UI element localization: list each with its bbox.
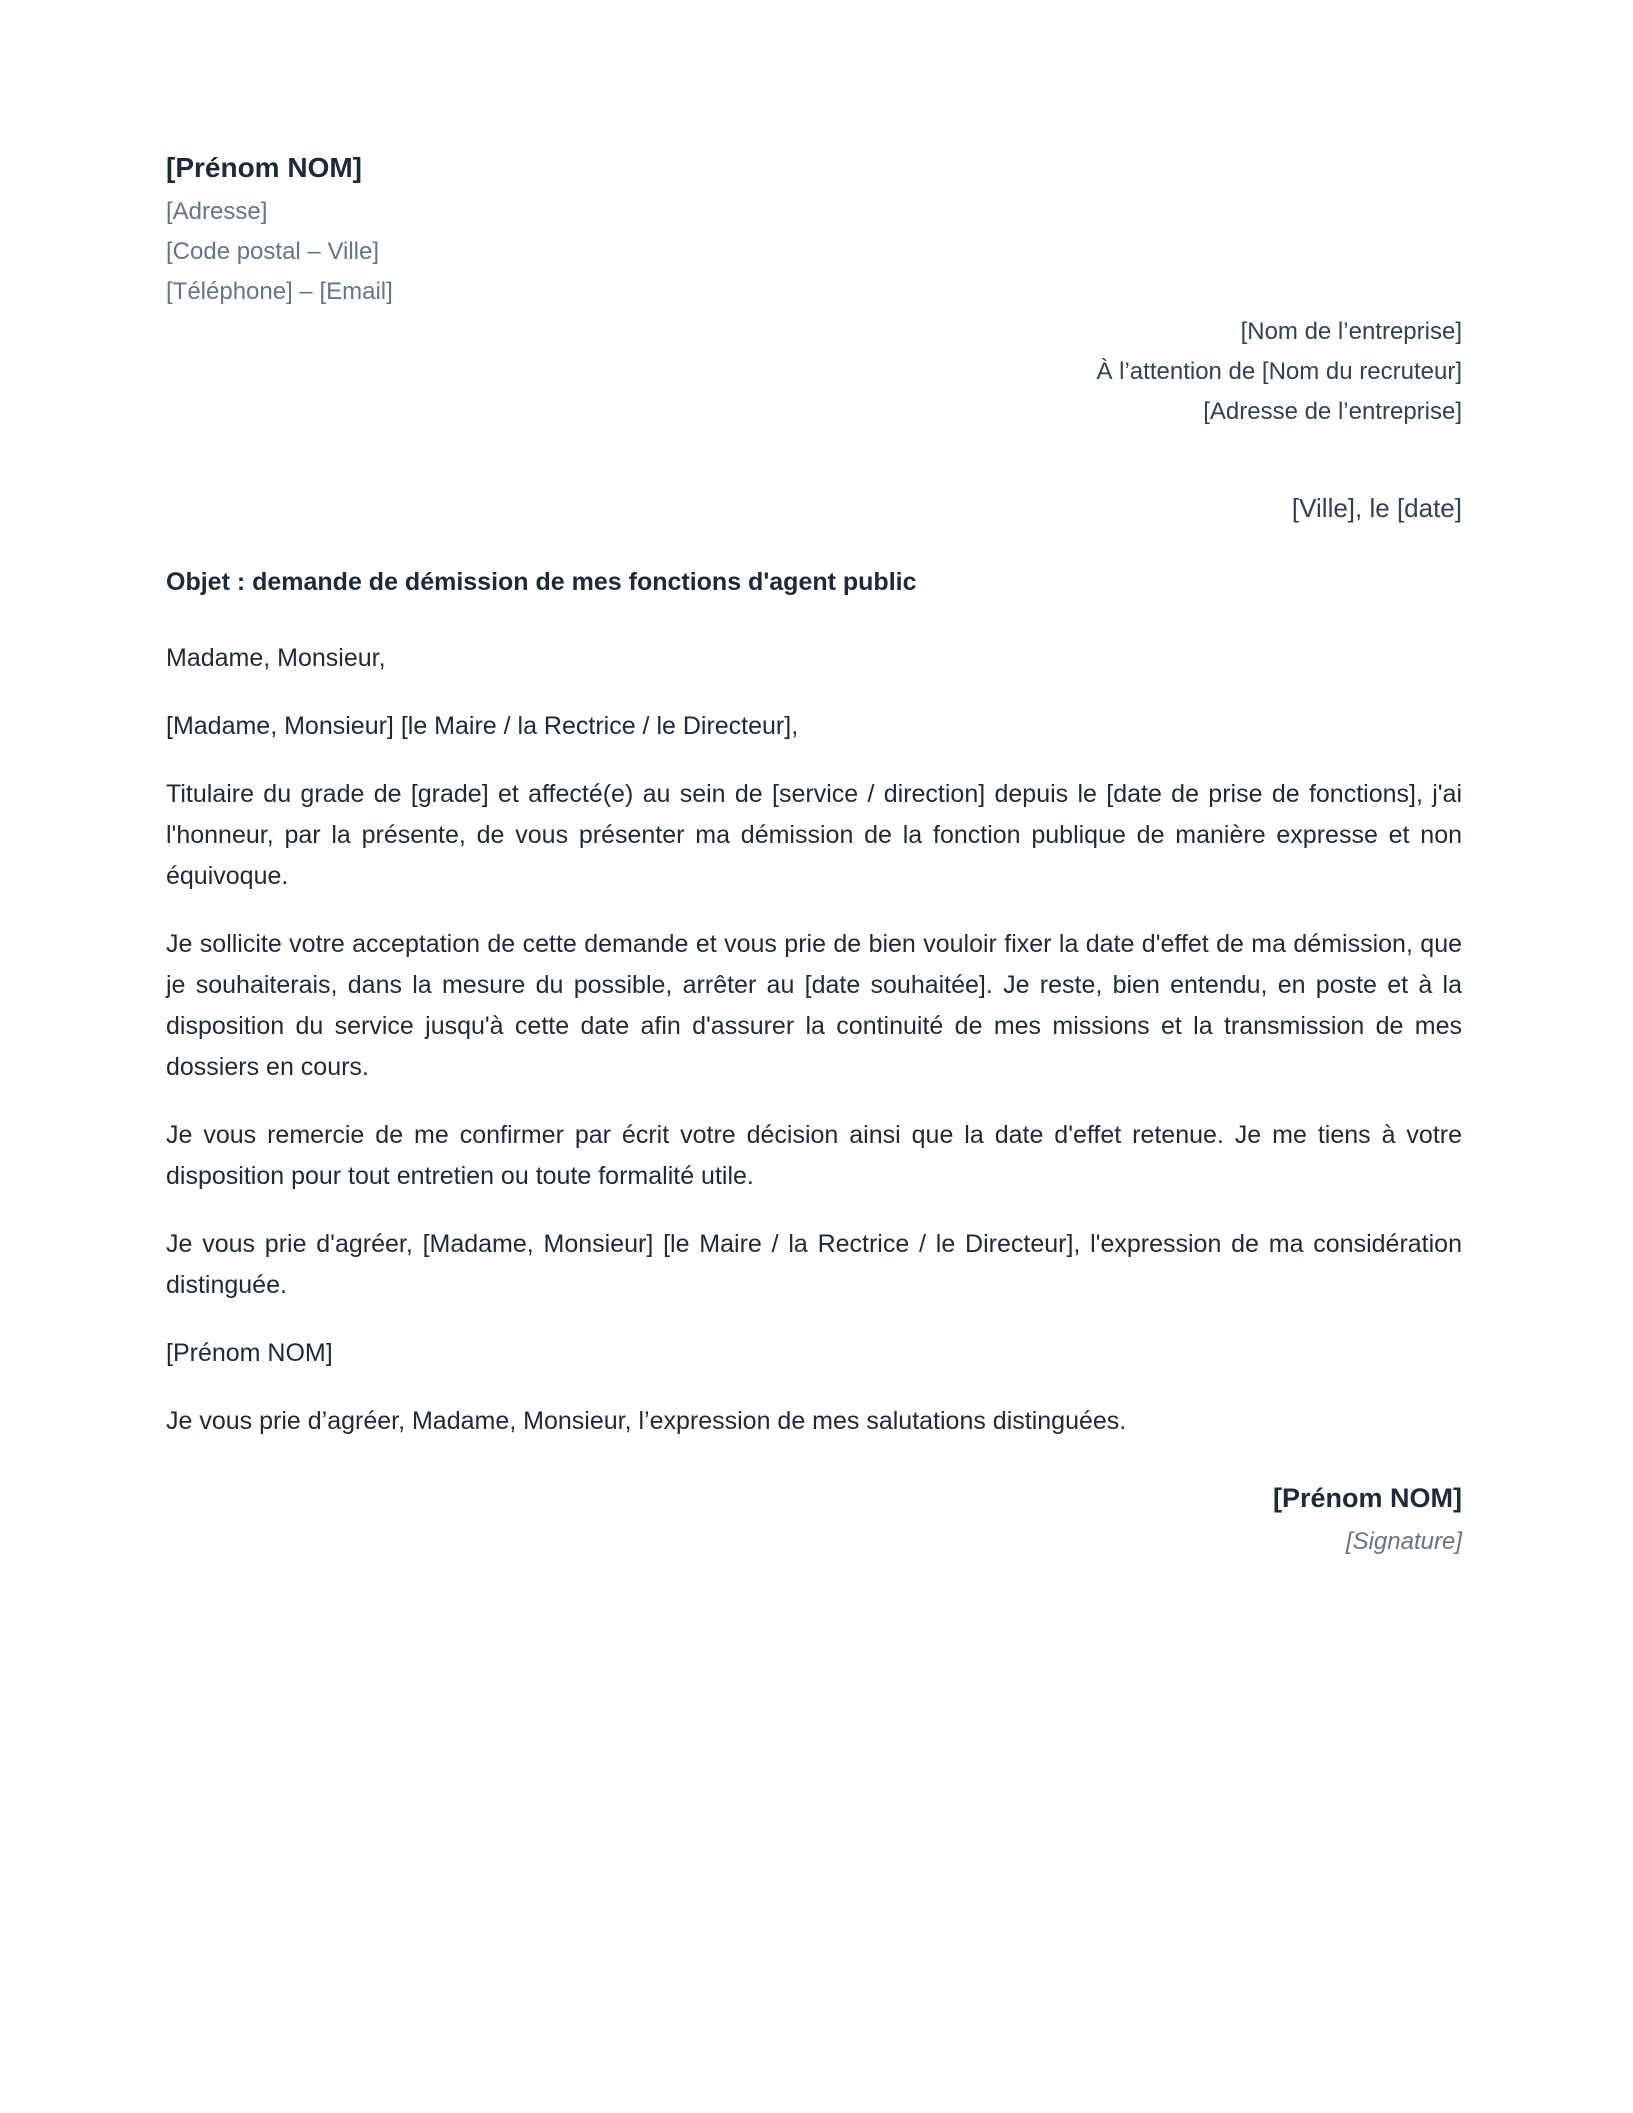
letter-body — [166, 638, 1462, 1442]
sender-block — [166, 148, 1462, 312]
sender-postal-city: [Code postal – Ville] — [166, 238, 380, 265]
greeting-1: Madame, Monsieur, — [166, 644, 386, 672]
recipient-block — [166, 312, 1462, 432]
subject-line: Objet : demande de démission de mes fonctions d'agent public — [166, 568, 917, 596]
closing-formula: Je vous prie d’agréer, Madame, Monsieur, l’expression de mes salutations distinguées. — [166, 1407, 1127, 1435]
body-paragraph-3: Je vous remercie de me confirmer par écrit votre décision ainsi que la date d'effet retenue. Je me tiens à votre disposition pour tout entretien ou toute formalité utile. — [166, 1121, 1462, 1190]
date-line: [Ville], le [date] — [1291, 493, 1462, 523]
recipient-attention: À l’attention de [Nom du recruteur] — [1096, 358, 1462, 385]
greeting-2: [Madame, Monsieur] [le Maire / la Rectrice / le Directeur], — [166, 712, 799, 740]
sender-address: [Adresse] — [166, 198, 268, 225]
body-paragraph-2: Je sollicite votre acceptation de cette demande et vous prie de bien vouloir fixer la date d'effet de ma démission, que je souhaiterais, dans la mesure du possible, arrêter au [date souhaitée]. Je reste, bien entendu, en poste et à la disposition du service jusqu'à cette date afin d'assurer la continuité de mes missions et la transmission de mes dossiers en cours. — [166, 930, 1462, 1081]
body-paragraph-4: Je vous prie d'agréer, [Madame, Monsieur] [le Maire / la Rectrice / le Directeur], l'expression de ma considération distinguée. — [166, 1230, 1462, 1299]
sender-phone-email: [Téléphone] – [Email] — [166, 278, 393, 305]
recipient-address: [Adresse de l’entreprise] — [1203, 398, 1462, 425]
closing-block — [166, 1478, 1462, 1562]
sender-name: [Prénom NOM] — [166, 152, 362, 183]
closing-name: [Prénom NOM] — [1273, 1483, 1462, 1513]
signature-placeholder: [Signature] — [1345, 1528, 1462, 1555]
body-paragraph-1: Titulaire du grade de [grade] et affecté(e) au sein de [service / direction] depuis le [date de prise de fonctions], j'ai l'honneur, par la présente, de vous présenter ma démission de la fonction publique de manière expresse et non équivoque. — [166, 780, 1462, 890]
recipient-company: [Nom de l’entreprise] — [1240, 318, 1462, 345]
inline-sender-name: [Prénom NOM] — [166, 1339, 333, 1367]
letter-content — [166, 148, 1462, 1562]
